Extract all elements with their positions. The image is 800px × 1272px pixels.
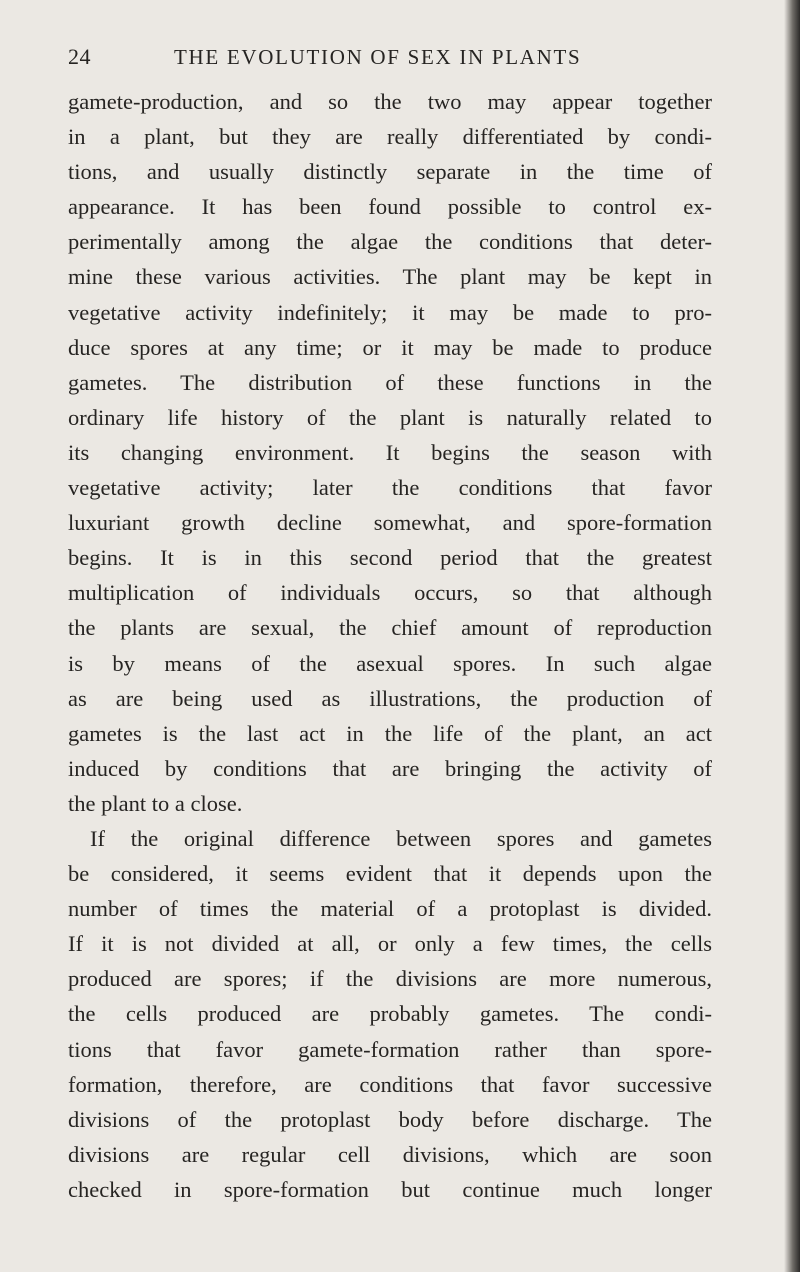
text-line: vegetative activity; later the conditions that favor: [68, 475, 712, 501]
text-line: gamete-production, and so the two may appear together: [68, 89, 712, 114]
page-number: 24: [68, 44, 91, 69]
text-line: gametes. The distribution of these functions in the: [68, 369, 712, 395]
text-line: duce spores at any time; or it may be made to produce: [68, 334, 712, 360]
text-line: gametes is the last act in the life of the plant, an act: [68, 720, 712, 746]
text-line: checked in spore-formation but continue much longer: [68, 1176, 712, 1202]
text-line: the plant to a close.: [68, 790, 243, 816]
text-line: luxuriant growth decline somewhat, and spore-formation: [68, 510, 712, 536]
text-line: multiplication of individuals occurs, so that although: [68, 580, 712, 606]
text-line: tions that favor gamete-formation rather than spore-: [68, 1036, 712, 1062]
text-line: formation, therefore, are conditions that favor successive: [68, 1071, 712, 1097]
text-line: ordinary life history of the plant is naturally related to: [68, 404, 712, 430]
text-line: the plants are sexual, the chief amount of reproduction: [68, 615, 712, 641]
text-line: divisions are regular cell divisions, which are soon: [68, 1141, 712, 1167]
text-line: mine these various activities. The plant may be kept in: [68, 264, 712, 290]
text-line: tions, and usually distinctly separate in the time of: [68, 159, 712, 185]
text-line: produced are spores; if the divisions are more numerous,: [68, 966, 712, 992]
text-line: If the original difference between spores and gametes: [90, 825, 712, 851]
text-line: begins. It is in this second period that the greatest: [68, 545, 712, 571]
text-line: appearance. It has been found possible to control ex-: [68, 194, 712, 220]
text-line: is by means of the asexual spores. In such algae: [68, 650, 712, 676]
text-line: as are being used as illustrations, the production of: [68, 685, 712, 711]
page-header: [68, 44, 718, 76]
text-line: vegetative activity indefinitely; it may be made to pro-: [68, 299, 712, 325]
text-line: perimentally among the algae the conditions that deter-: [68, 229, 712, 255]
running-head: THE EVOLUTION OF SEX IN PLANTS: [174, 45, 582, 69]
text-line: If it is not divided at all, or only a few times, the cells: [68, 931, 712, 957]
text-line: be considered, it seems evident that it depends upon the: [68, 861, 712, 887]
text-line: number of times the material of a protoplast is divided.: [68, 896, 712, 922]
text-line: divisions of the protoplast body before discharge. The: [68, 1106, 712, 1132]
page-edge-shadow: [784, 0, 800, 1272]
text-line: in a plant, but they are really differentiated by condi-: [68, 124, 712, 150]
text-line: induced by conditions that are bringing the activity of: [68, 755, 712, 781]
text-line: the cells produced are probably gametes. The condi-: [68, 1001, 712, 1027]
text-line: its changing environment. It begins the season with: [68, 439, 712, 465]
body-text: [68, 84, 712, 1207]
